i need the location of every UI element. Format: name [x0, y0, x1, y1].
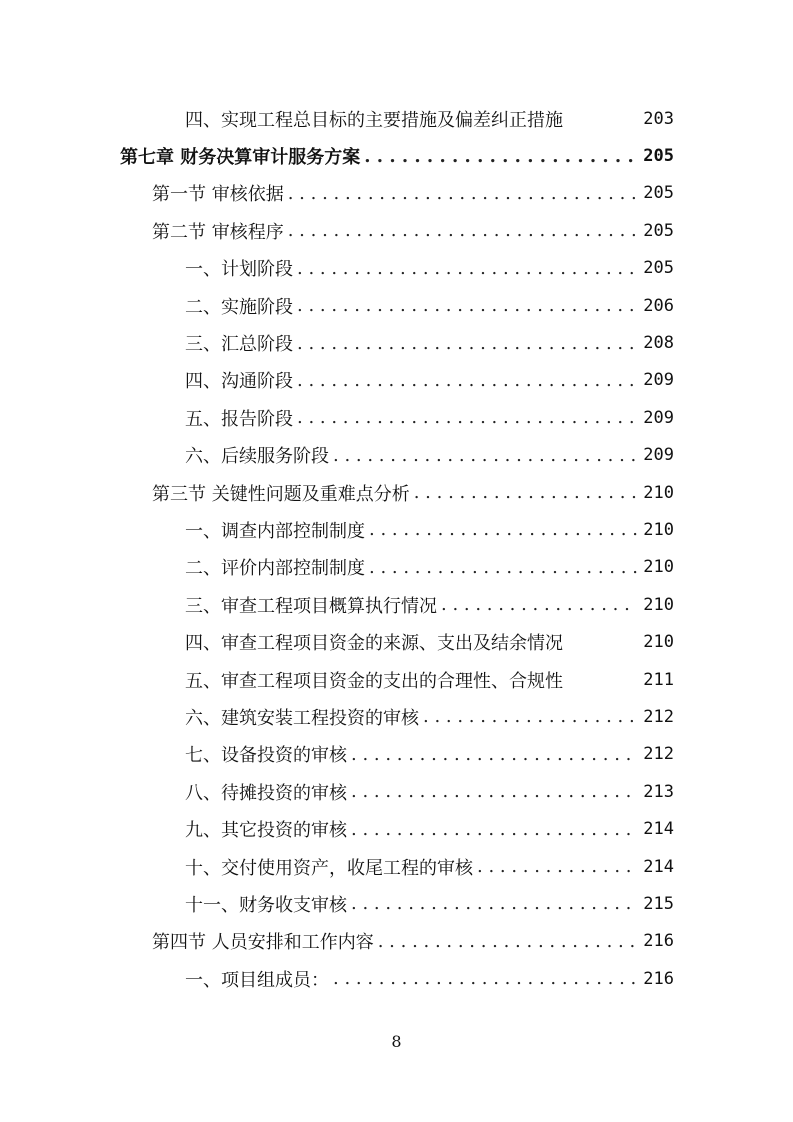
toc-entry-title: 一、计划阶段	[185, 259, 293, 281]
toc-dot-leader	[297, 370, 637, 391]
toc-entry-title: 第二节 审核程序	[152, 221, 284, 243]
toc-entry[interactable]	[0, 437, 793, 474]
toc-entry[interactable]	[0, 474, 793, 511]
toc-dot-leader	[369, 519, 637, 540]
toc-entry-page: 209	[643, 407, 674, 428]
toc-entry[interactable]	[0, 810, 793, 847]
toc-entry-title: 五、报告阶段	[185, 408, 293, 430]
toc-entry-page: 210	[643, 519, 674, 540]
toc-entry[interactable]	[0, 137, 793, 174]
toc-dot-leader	[297, 333, 637, 354]
toc-entry-title: 第四节 人员安排和工作内容	[152, 932, 374, 954]
toc-entry[interactable]	[0, 175, 793, 212]
toc-entry-page: 206	[643, 295, 674, 316]
toc-entry-title: 三、审查工程项目概算执行情况	[185, 595, 437, 617]
toc-entry-page: 216	[643, 968, 674, 989]
toc-entry-page: 212	[643, 706, 674, 727]
toc-entry[interactable]	[0, 250, 793, 287]
toc-dot-leader	[351, 819, 637, 840]
toc-dot-leader	[351, 893, 637, 914]
toc-dot-leader	[297, 258, 637, 279]
toc-entry-page: 215	[643, 893, 674, 914]
toc-dot-leader	[423, 706, 637, 727]
toc-entry-title: 四、审查工程项目资金的来源、支出及结余情况	[185, 633, 563, 655]
toc-entry[interactable]	[0, 399, 793, 436]
toc-entry-page: 205	[643, 220, 674, 241]
toc-entry[interactable]	[0, 923, 793, 960]
toc-entry-page: 203	[643, 108, 674, 129]
toc-entry[interactable]	[0, 623, 793, 660]
toc-entry-title: 四、沟通阶段	[185, 371, 293, 393]
toc-entry[interactable]	[0, 287, 793, 324]
toc-entry[interactable]	[0, 511, 793, 548]
toc-entry[interactable]	[0, 586, 793, 623]
toc-entry-title: 七、设备投资的审核	[185, 745, 347, 767]
toc-entry-title: 三、汇总阶段	[185, 334, 293, 356]
toc-dot-leader	[441, 594, 637, 615]
toc-entry[interactable]	[0, 848, 793, 885]
toc-entry-page: 210	[643, 632, 674, 653]
toc-dot-leader	[333, 968, 637, 989]
toc-entry-page: 210	[643, 594, 674, 615]
toc-dot-leader	[288, 183, 638, 204]
toc-entry[interactable]	[0, 885, 793, 922]
toc-entry[interactable]	[0, 736, 793, 773]
toc-entry-page: 214	[643, 856, 674, 877]
table-of-contents	[0, 100, 793, 997]
toc-dot-leader	[297, 407, 637, 428]
toc-entry-title: 第三节 关键性问题及重难点分析	[152, 483, 410, 505]
toc-dot-leader	[333, 445, 637, 466]
toc-entry-title: 二、评价内部控制制度	[185, 558, 365, 580]
toc-entry[interactable]	[0, 324, 793, 361]
toc-entry-page: 210	[643, 482, 674, 503]
page-number: 8	[391, 1032, 402, 1051]
toc-entry-title: 六、建筑安装工程投资的审核	[185, 707, 419, 729]
toc-dot-leader	[414, 482, 638, 503]
toc-entry[interactable]	[0, 549, 793, 586]
toc-dot-leader	[378, 931, 638, 952]
toc-dot-leader	[369, 557, 637, 578]
toc-entry-page: 205	[643, 146, 674, 167]
toc-dot-leader	[364, 146, 637, 167]
toc-entry-title: 八、待摊投资的审核	[185, 782, 347, 804]
toc-entry-title: 十、交付使用资产，收尾工程的审核	[185, 857, 473, 879]
toc-entry[interactable]	[0, 100, 793, 137]
toc-entry-title: 四、实现工程总目标的主要措施及偏差纠正措施	[185, 109, 563, 131]
toc-entry-title: 第七章 财务决算审计服务方案	[120, 147, 361, 169]
toc-entry-page: 210	[643, 557, 674, 578]
toc-entry-page: 214	[643, 819, 674, 840]
toc-entry-title: 五、审查工程项目资金的支出的合理性、合规性	[185, 670, 563, 692]
toc-entry-title: 九、其它投资的审核	[185, 820, 347, 842]
toc-entry-page: 212	[643, 744, 674, 765]
toc-entry[interactable]	[0, 212, 793, 249]
toc-entry-page: 216	[643, 931, 674, 952]
toc-entry-page: 209	[643, 445, 674, 466]
toc-dot-leader	[288, 220, 638, 241]
toc-entry-title: 十一、财务收支审核	[185, 894, 347, 916]
toc-dot-leader	[297, 295, 637, 316]
toc-entry-page: 209	[643, 370, 674, 391]
toc-entry-title: 第一节 审核依据	[152, 184, 284, 206]
toc-entry[interactable]	[0, 661, 793, 698]
toc-entry-page: 205	[643, 183, 674, 204]
toc-entry-title: 六、后续服务阶段	[185, 446, 329, 468]
toc-entry-title: 一、项目组成员：	[185, 969, 329, 991]
toc-entry-page: 208	[643, 333, 674, 354]
toc-entry-page: 205	[643, 258, 674, 279]
toc-entry[interactable]	[0, 362, 793, 399]
toc-entry-page: 211	[643, 669, 674, 690]
toc-entry-title: 二、实施阶段	[185, 296, 293, 318]
toc-entry-page: 213	[643, 781, 674, 802]
toc-dot-leader	[351, 781, 637, 802]
toc-dot-leader	[351, 744, 637, 765]
toc-dot-leader	[477, 856, 637, 877]
toc-entry-title: 一、调查内部控制制度	[185, 520, 365, 542]
toc-entry[interactable]	[0, 698, 793, 735]
toc-entry[interactable]	[0, 773, 793, 810]
toc-entry[interactable]	[0, 960, 793, 997]
